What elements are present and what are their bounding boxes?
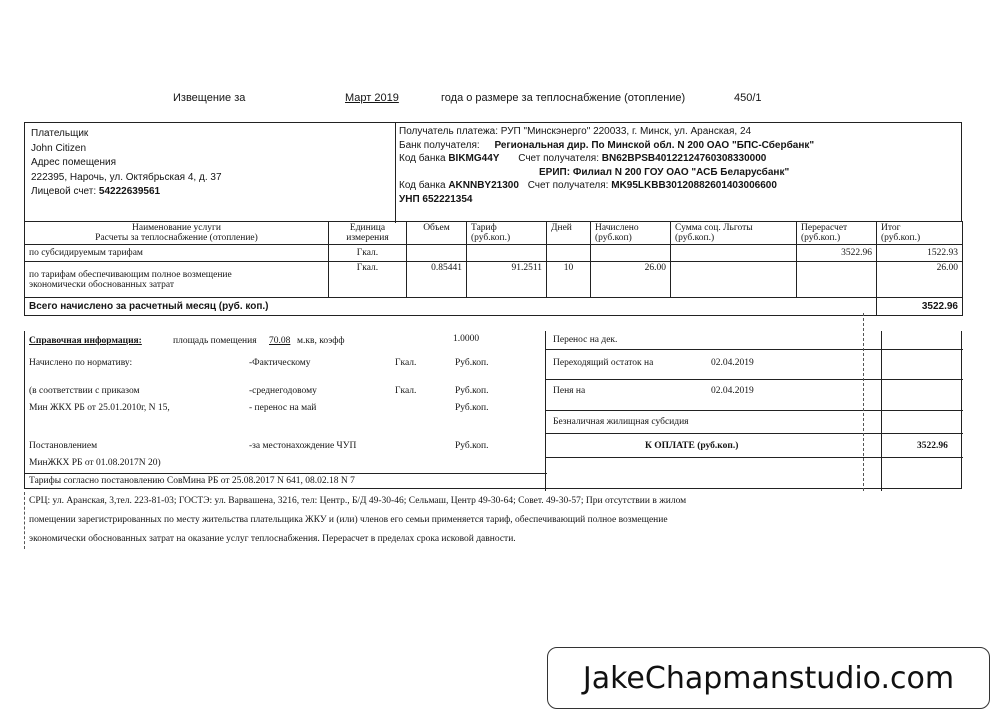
right-divider <box>545 457 963 458</box>
title-suffix: года о размере за теплоснабжение (отопление) <box>441 92 686 104</box>
bank-code: BIKMG44Y <box>448 153 500 165</box>
header-block <box>24 122 962 222</box>
location: -за местонахождение ЧУП <box>249 441 357 451</box>
area-unit: м.кв, коэфф <box>297 336 345 346</box>
total-label: Всего начислено за расчетный месяц (руб. коп.) <box>25 298 877 316</box>
col-charged <box>591 222 671 245</box>
norm-avg: -среднегодовому <box>249 386 317 396</box>
norm-label: Начислено по нормативу: <box>29 358 133 368</box>
area-text: площадь помещения <box>173 336 257 346</box>
col-volume: Объем <box>407 222 467 245</box>
to-pay-value: 3522.96 <box>917 441 948 451</box>
order-line2: Мин ЖКХ РБ от 25.01.2010г, N 15, <box>29 403 170 413</box>
right-divider <box>545 410 963 411</box>
carry-date: 02.04.2019 <box>711 358 754 368</box>
subsidy-label: Безналичная жилищная субсидия <box>553 417 689 427</box>
bank-line <box>399 139 959 153</box>
order-line1: (в соответствии с приказом <box>29 386 140 396</box>
col-unit-line1: Единица <box>349 223 386 233</box>
dashed-separator <box>863 313 864 491</box>
transfer-dec: Перенос на дек. <box>553 335 618 345</box>
unit-rub: Руб.коп. <box>455 441 489 451</box>
bank-code2-line <box>399 179 959 193</box>
bank-code2: AKNNBY21300 <box>448 180 519 192</box>
col-recalc-line1: Перерасчет <box>801 223 848 233</box>
unp-line <box>399 193 959 207</box>
carry-label: Переходящий остаток на <box>553 358 654 368</box>
col-service-title: Наименование услуги <box>132 223 221 233</box>
row-recalc <box>797 262 877 298</box>
footer-line: экономически обоснованных затрат на оказание услуг теплоснабжения. Перерасчет в пределах срока исковой давности. <box>29 534 516 544</box>
decree-line1: Постановлением <box>29 441 98 451</box>
row-service-line2: экономически обоснованных затрат <box>29 279 174 290</box>
services-table <box>24 221 963 316</box>
row-service <box>25 262 329 298</box>
unit-rub: Руб.коп. <box>455 386 489 396</box>
right-divider <box>545 349 963 350</box>
row-volume <box>407 245 467 262</box>
decree-line2: МинЖКХ РБ от 01.08.2017N 20) <box>29 458 161 468</box>
transfer-may: - перенос на май <box>249 403 317 413</box>
unit-gcal: Гкал. <box>395 358 417 368</box>
col-benefits <box>671 222 797 245</box>
recipient-line: Получатель платежа: РУП "Минскэнерго" 220033, г. Минск, ул. Аранская, 24 <box>399 126 752 137</box>
unp: УНП 652221354 <box>399 193 473 205</box>
area-value: 70.08 <box>269 336 291 346</box>
bank-code-line <box>399 152 959 166</box>
header-divider <box>395 123 396 223</box>
col-tariff-line1: Тариф <box>471 223 497 233</box>
col-tariff <box>467 222 547 245</box>
penalty-date: 02.04.2019 <box>711 386 754 396</box>
table-row <box>25 245 963 262</box>
table-header-row <box>25 222 963 245</box>
footer-line: СРЦ: ул. Аранская, 3,тел. 223-81-03; ГОСТЭ: ул. Варвашена, 3216, тел: Центр., Б/Д 49-30-46; Сельмаш, Центр 49-30-64; Совет. 49-30-57; При отсутствии в жилом <box>29 496 687 506</box>
recipient-account2-label: Счет получателя: <box>527 180 609 192</box>
row-charged <box>591 245 671 262</box>
row-unit: Гкал. <box>329 245 407 262</box>
col-benefits-line2: (руб.коп.) <box>675 233 715 243</box>
col-charged-line2: (руб.коп) <box>595 233 632 243</box>
row-charged: 26.00 <box>591 262 671 298</box>
account-line <box>31 185 391 200</box>
payer-name: John Citizen <box>31 142 87 154</box>
col-service-subtitle: Расчеты за теплоснабжение (отопление) <box>95 233 258 243</box>
right-divider <box>545 433 963 434</box>
title-number: 450/1 <box>734 92 762 104</box>
total-row <box>25 298 963 316</box>
col-recalc-line2: (руб.коп.) <box>801 233 841 243</box>
row-service-line1: по тарифам обеспечивающим полное возмещение <box>29 269 232 280</box>
title-month: Март 2019 <box>345 92 399 104</box>
col-days: Дней <box>547 222 591 245</box>
right-divider <box>545 379 963 380</box>
notice-title <box>0 92 1000 110</box>
penalty-label: Пеня на <box>553 386 586 396</box>
row-recalc: 3522.96 <box>797 245 877 262</box>
row-days <box>547 245 591 262</box>
row-tariff <box>467 245 547 262</box>
total-value: 3522.96 <box>877 298 963 316</box>
row-service: по субсидируемым тарифам <box>25 245 329 262</box>
address-label: Адрес помещения <box>31 157 117 169</box>
reference-block <box>24 331 962 489</box>
unit-rub: Руб.коп. <box>455 358 489 368</box>
bank-name: Региональная дир. По Минской обл. N 200 ОАО "БПС-Сбербанк" <box>494 139 815 151</box>
erip-line: ЕРИП: Филиал N 200 ГОУ ОАО "АСБ Беларусбанк" <box>539 166 790 178</box>
payer-label: Плательщик <box>31 128 89 139</box>
col-benefits-line1: Сумма соц. Льготы <box>675 223 753 233</box>
row-tariff: 91.2511 <box>467 262 547 298</box>
payer-info <box>31 127 391 200</box>
row-total: 1522.93 <box>877 245 963 262</box>
recipient-account2: MK95LKBB30120882601403006600 <box>611 180 777 192</box>
reference-label: Справочная информация: <box>29 336 142 346</box>
row-unit: Гкал. <box>329 262 407 298</box>
col-unit-line2: измерения <box>346 233 389 243</box>
unit-gcal: Гкал. <box>395 386 417 396</box>
col-unit <box>329 222 407 245</box>
row-benefits <box>671 245 797 262</box>
account-label: Лицевой счет: <box>31 186 97 198</box>
bank-code-label: Код банка <box>399 153 446 165</box>
watermark: JakeChapmanstudio.com <box>547 647 990 709</box>
recipient-account-label: Счет получателя: <box>518 153 599 165</box>
reference-divider <box>545 331 546 491</box>
to-pay-label: К ОПЛАТЕ (руб.коп.) <box>645 441 739 451</box>
bank-label: Банк получателя: <box>399 139 480 151</box>
payer-address: 222395, Нарочь, ул. Октябрьская 4, д. 37 <box>31 171 222 183</box>
col-charged-line1: Начислено <box>595 223 639 233</box>
tariffs-divider <box>25 473 547 474</box>
footer-notes <box>24 492 964 549</box>
coefficient: 1.0000 <box>453 334 480 344</box>
title-prefix: Извещение за <box>173 92 246 104</box>
norm-actual: -Фактическому <box>249 358 311 368</box>
col-tariff-line2: (руб.коп.) <box>471 233 511 243</box>
unit-rub: Руб.коп. <box>455 403 489 413</box>
recipient-info <box>399 125 959 207</box>
col-total-line1: Итог <box>881 223 901 233</box>
account-number: 54222639561 <box>98 186 161 198</box>
table-row <box>25 262 963 298</box>
right-col-divider <box>881 331 882 491</box>
col-total-line2: (руб.коп.) <box>881 233 921 243</box>
row-total: 26.00 <box>877 262 963 298</box>
col-service <box>25 222 329 245</box>
bank-code2-label: Код банка <box>399 180 446 192</box>
row-benefits <box>671 262 797 298</box>
col-recalc <box>797 222 877 245</box>
tariffs-note: Тарифы согласно постановлению СовМина РБ от 25.08.2017 N 641, 08.02.18 N 7 <box>29 476 355 486</box>
recipient-account: BN62BPSB40122124760308330000 <box>601 153 767 165</box>
col-total <box>877 222 963 245</box>
row-days: 10 <box>547 262 591 298</box>
footer-line: помещении зарегистрированных по месту жительства плательщика ЖКУ и (или) членов его семьи применяется тариф, обеспечивающий полное возмещение <box>29 515 668 525</box>
row-volume: 0.85441 <box>407 262 467 298</box>
